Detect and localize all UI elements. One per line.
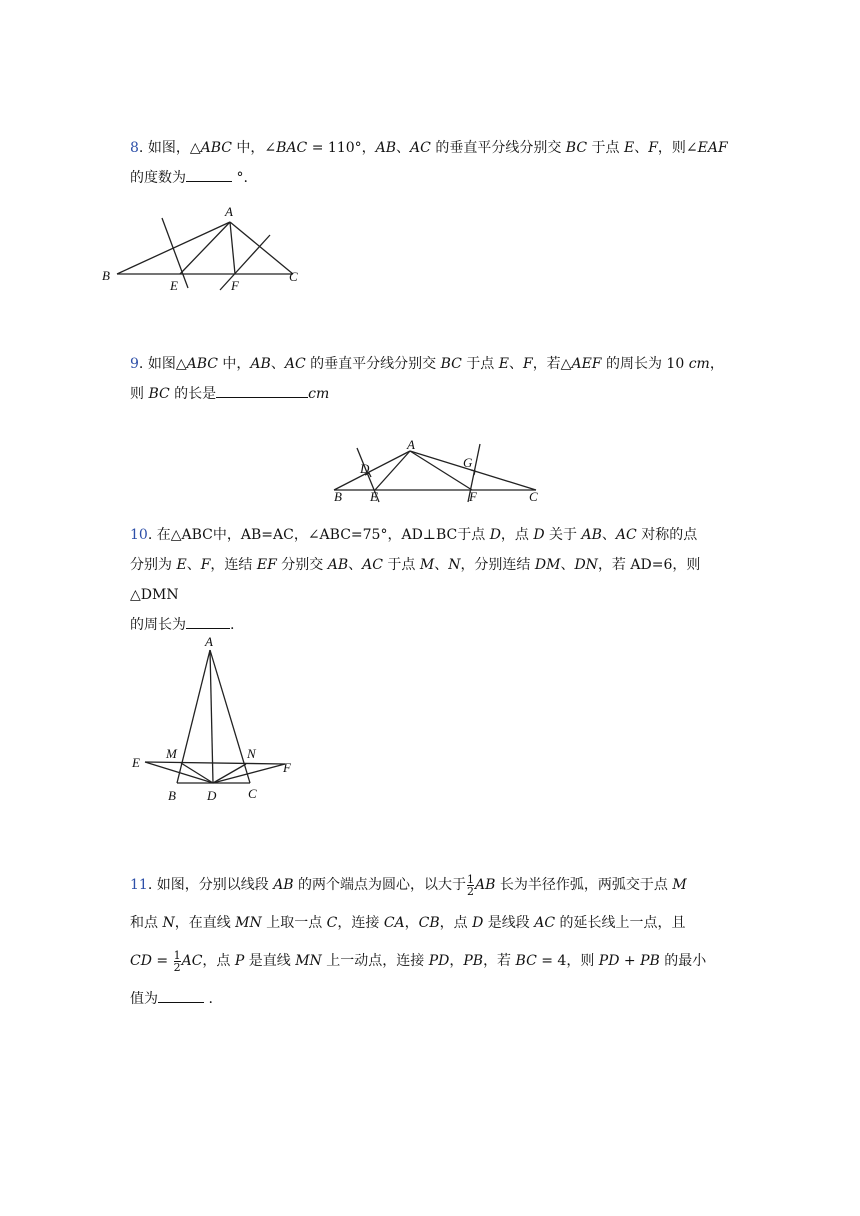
right-angle-mark-g xyxy=(471,470,475,475)
segment-ed xyxy=(145,762,213,783)
segment-dn xyxy=(213,764,246,783)
segment-ef xyxy=(145,762,285,764)
segment-ac xyxy=(230,222,293,274)
label-b: B xyxy=(102,268,110,283)
figure-q10 xyxy=(130,630,300,805)
question-11-line-4: 值为 . xyxy=(130,980,730,1018)
question-10-line-2: 分别为 E、F，连结 EF 分别交 AB、AC 于点 M、N，分别连结 DM、DN，若 AD=6，则△DMN xyxy=(130,557,701,603)
question-number: 8 xyxy=(130,140,139,156)
question-8-line-1: 8. 如图，△ABC 中，∠BAC = 110°，AB、AC 的垂直平分线分别交 BC 于点 E、F，则∠EAF xyxy=(130,140,728,156)
question-11-line-2: 和点 N，在直线 MN 上取一点 C，连接 CA，CB，点 D 是线段 AC 的延长线上一点，且 xyxy=(130,915,686,931)
question-11-line-1: 11. 如图，分别以线段 AB 的两个端点为圆心，以大于 $\frac{1}{2}$ AB 长为半径作弧，两弧交于点 M xyxy=(130,872,687,898)
label-e: E xyxy=(132,755,140,770)
label-g: G xyxy=(463,455,473,470)
label-d: D xyxy=(207,788,217,803)
answer-blank[interactable] xyxy=(186,614,230,629)
segment-dm xyxy=(181,763,213,783)
label-n: N xyxy=(247,746,256,761)
fraction-one-half: $\frac{1}{2}$ xyxy=(467,872,475,898)
question-11-line-3: CD = $\frac{1}{2}$ AC，点 P 是直线 MN 上一动点，连接 PD，PB，若 BC = 4，则 PD + PB 的最小 xyxy=(130,948,707,974)
label-f: F xyxy=(283,760,291,775)
question-number: 10 xyxy=(130,527,148,543)
label-b: B xyxy=(334,489,342,504)
label-c: C xyxy=(529,489,538,504)
label-c: C xyxy=(248,786,257,801)
label-a: A xyxy=(407,437,415,452)
label-b: B xyxy=(168,788,176,803)
question-8-line-2: 的度数为 °. xyxy=(130,163,730,193)
question-9-line-2: 则 BC 的长是 cm xyxy=(130,379,730,409)
question-10-line-3: 的周长为 . xyxy=(130,610,730,640)
answer-blank[interactable] xyxy=(158,988,204,1003)
segment-af xyxy=(230,222,235,274)
answer-blank[interactable] xyxy=(216,383,308,398)
label-e: E xyxy=(170,278,178,293)
label-e: E xyxy=(370,489,378,504)
question-10-line-1: 10. 在△ABC中，AB=AC，∠ABC=75°，AD⊥BC于点 D，点 D 关于 AB、AC 对称的点 xyxy=(130,527,698,543)
perpendicular-bisector-ac xyxy=(220,235,270,290)
label-a: A xyxy=(225,204,233,219)
figure-q8 xyxy=(100,200,310,300)
question-11 xyxy=(130,866,730,1018)
label-c: C xyxy=(289,269,298,284)
label-m: M xyxy=(166,746,177,761)
fraction-one-half: $\frac{1}{2}$ xyxy=(173,948,181,974)
question-10 xyxy=(130,520,730,640)
question-9-line-1: 9. 如图△ABC 中，AB、AC 的垂直平分线分别交 BC 于点 E、F，若△AEF 的周长为 10 cm， xyxy=(130,356,724,372)
question-9 xyxy=(130,349,730,409)
figure-q9 xyxy=(330,437,550,510)
label-a: A xyxy=(205,634,213,649)
question-8 xyxy=(130,133,730,193)
segment-ae xyxy=(375,451,410,490)
label-f: F xyxy=(231,278,239,293)
label-f: F xyxy=(469,489,477,504)
answer-blank[interactable] xyxy=(186,167,232,182)
question-number: 11 xyxy=(130,877,148,893)
label-d: D xyxy=(360,461,370,476)
segment-ae xyxy=(180,222,230,274)
question-number: 9 xyxy=(130,356,139,372)
